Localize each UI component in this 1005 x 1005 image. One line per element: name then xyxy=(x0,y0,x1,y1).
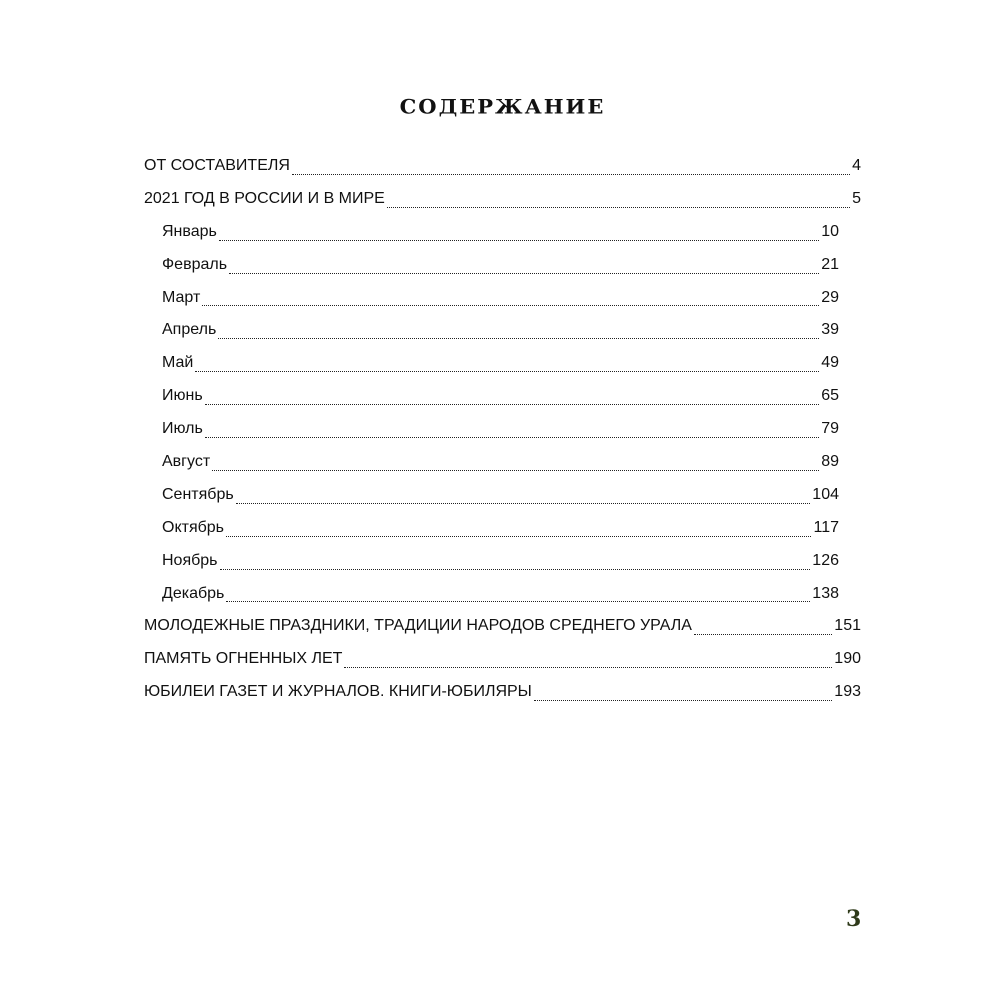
toc-subentry[interactable] xyxy=(144,219,861,252)
toc-page-number: 126 xyxy=(812,551,839,569)
toc-subentry[interactable] xyxy=(144,383,861,416)
toc-subentry[interactable] xyxy=(144,449,861,482)
toc-page-number: 39 xyxy=(821,321,839,339)
dot-leader xyxy=(205,403,820,405)
dot-leader xyxy=(236,502,811,504)
dot-leader xyxy=(220,568,811,570)
toc-entry-label: Июнь xyxy=(162,387,203,405)
dot-leader xyxy=(218,337,819,339)
toc-page-number: 89 xyxy=(821,453,839,471)
toc-entry-label: Август xyxy=(162,453,211,471)
toc-subentry[interactable] xyxy=(144,416,861,449)
toc-page-number: 138 xyxy=(812,584,839,602)
dot-leader xyxy=(694,633,832,635)
toc-entry[interactable] xyxy=(144,646,861,679)
toc-entry-label: ЮБИЛЕИ ГАЗЕТ И ЖУРНАЛОВ. КНИГИ-ЮБИЛЯРЫ xyxy=(144,683,532,701)
dot-leader xyxy=(202,304,819,306)
dot-leader xyxy=(195,370,819,372)
toc-entry-label: Сентябрь xyxy=(162,485,234,503)
toc-subentry[interactable] xyxy=(144,317,861,350)
toc-entry[interactable] xyxy=(144,186,861,219)
toc-subentry[interactable] xyxy=(144,482,861,515)
dot-leader xyxy=(212,469,819,471)
toc-subentry[interactable] xyxy=(144,581,861,614)
toc-entry-label: Ноябрь xyxy=(162,551,218,569)
toc-page-number: 49 xyxy=(821,354,839,372)
toc-page-number: 65 xyxy=(821,387,839,405)
dot-leader xyxy=(226,535,811,537)
toc-entry[interactable] xyxy=(144,153,861,186)
toc-page-number: 10 xyxy=(821,222,839,240)
toc-entry-label: ПАМЯТЬ ОГНЕННЫХ ЛЕТ xyxy=(144,650,343,668)
toc-entry-label: Июль xyxy=(162,420,203,438)
toc-page-number: 4 xyxy=(852,157,861,174)
toc-entry-label: Апрель xyxy=(162,321,217,339)
toc-page-number: 29 xyxy=(821,288,839,306)
dot-leader xyxy=(534,699,832,701)
toc-entry-label: МОЛОДЕЖНЫЕ ПРАЗДНИКИ, ТРАДИЦИИ НАРОДОВ СРЕДНЕГО УРАЛА xyxy=(144,617,692,635)
toc-entry-label: Май xyxy=(162,354,194,372)
toc-subentry[interactable] xyxy=(144,350,861,383)
dot-leader xyxy=(387,206,850,208)
toc-entry-label: ОТ СОСТАВИТЕЛЯ xyxy=(144,157,290,174)
toc-subentry[interactable] xyxy=(144,548,861,581)
toc-entry-label: Декабрь xyxy=(162,584,225,602)
dot-leader xyxy=(205,436,819,438)
toc-page-number: 193 xyxy=(834,683,861,701)
toc-subentry[interactable] xyxy=(144,285,861,318)
toc-page-number: 104 xyxy=(812,485,839,503)
toc-page-number: 190 xyxy=(834,650,861,668)
toc-subentry[interactable] xyxy=(144,515,861,548)
page-title: СОДЕРЖАНИЕ xyxy=(399,95,606,118)
dot-leader xyxy=(229,272,819,274)
table-of-contents xyxy=(144,153,861,712)
toc-entry-label: 2021 ГОД В РОССИИ И В МИРЕ xyxy=(144,189,385,207)
toc-entry[interactable] xyxy=(144,613,861,646)
toc-page-number: 151 xyxy=(834,617,861,635)
toc-page-number: 117 xyxy=(813,518,839,536)
dot-leader xyxy=(219,239,819,241)
toc-page-number: 5 xyxy=(852,189,861,207)
toc-entry-label: Март xyxy=(162,288,201,306)
toc-entry[interactable] xyxy=(144,679,861,712)
toc-entry-label: Январь xyxy=(162,222,217,240)
toc-page-number: 79 xyxy=(821,420,839,438)
dot-leader xyxy=(226,600,810,602)
toc-page-number: 21 xyxy=(821,255,839,273)
dot-leader xyxy=(292,173,850,175)
toc-entry-label: Февраль xyxy=(162,255,228,273)
page-number-folio: 3 xyxy=(846,906,862,932)
toc-subentry[interactable] xyxy=(144,252,861,285)
toc-entry-label: Октябрь xyxy=(162,518,225,536)
dot-leader xyxy=(344,666,832,668)
